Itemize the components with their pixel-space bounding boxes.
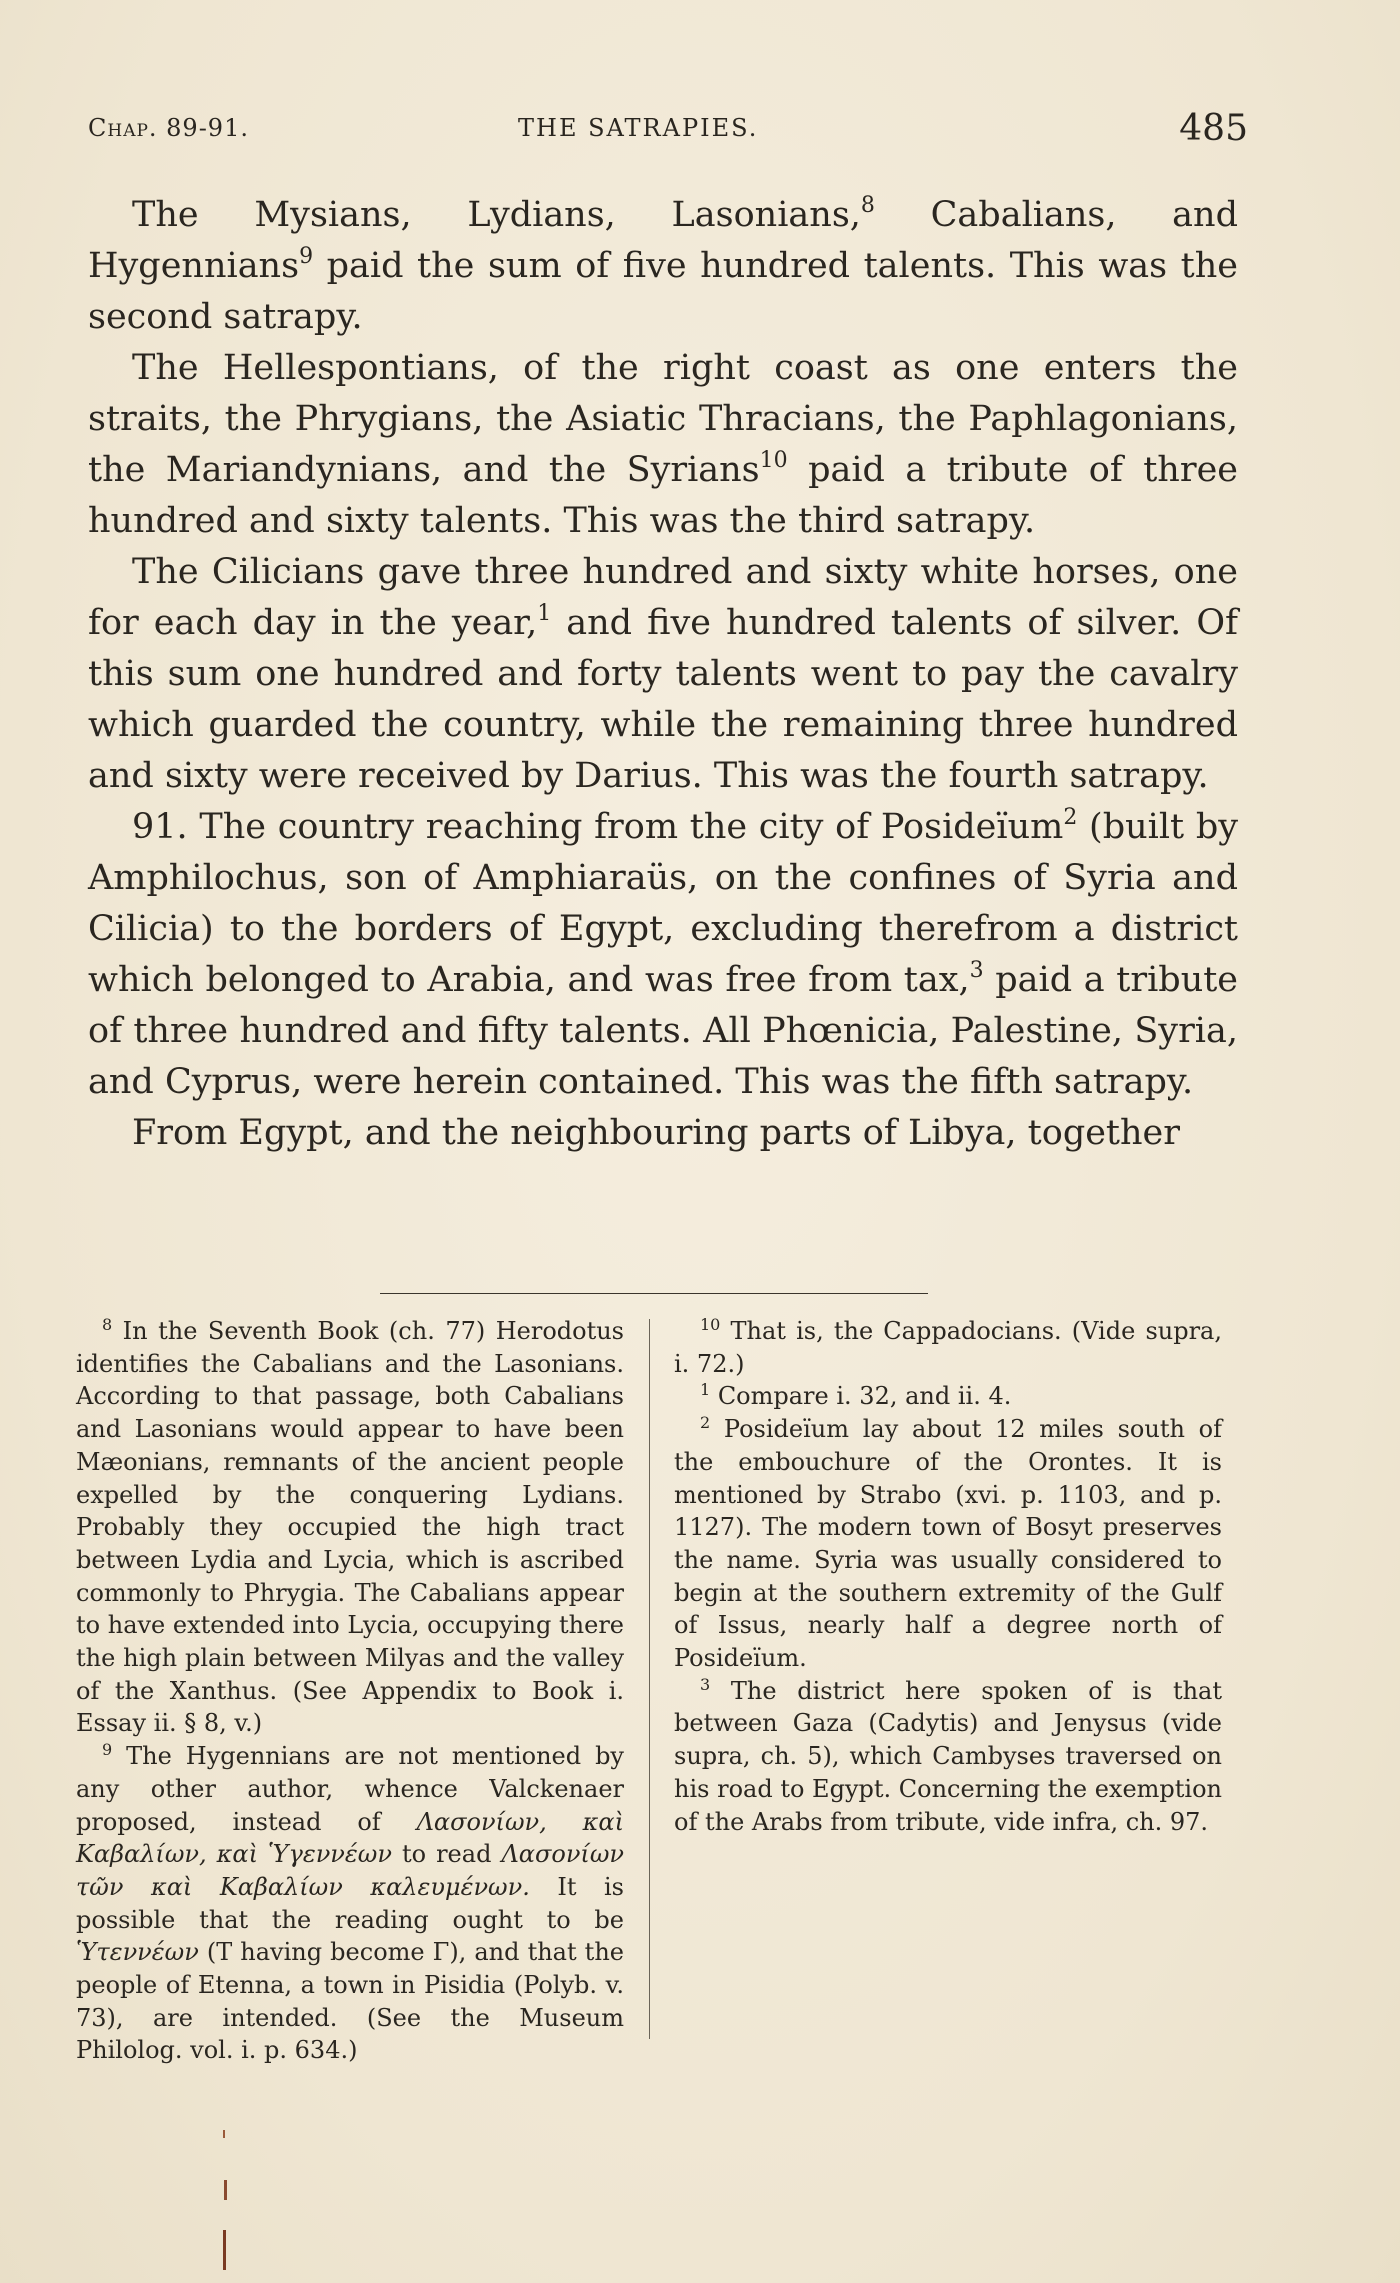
footnote-mark: 3 [700, 1674, 711, 1694]
chapter-range: Chap. 89-91. [88, 114, 249, 142]
footnote-mark: 2 [700, 1413, 711, 1433]
running-header [88, 108, 1248, 148]
footnote-text: The district here spoken of is that between Gaza (Cadytis) and Jenysus (vide supra, ch. 5), which Cambyses traversed on his road to Egypt. Concerning the exemption of the Arabs from tribute, vide infra, ch. 97. [674, 1676, 1222, 1836]
footnote-9 [76, 1740, 624, 2067]
text-run: paid a tribute of three hundred and fifty talents. All Phœnicia, Palestine, Syria, and Cyprus, were herein contained. This was the fifth satrapy. [88, 960, 1239, 1102]
footnote-text: That is, the Cappadocians. (Vide supra, i. 72.) [674, 1317, 1222, 1378]
text-run: and five hundred talents of silver. Of this sum one hundred and forty talents went to pay the cavalry which guarded the country, while the remaining three hundred and sixty were received by Darius. This was the fourth satrapy. [88, 603, 1239, 796]
footnote-ref-10: 10 [759, 448, 788, 473]
footnote-text: to read [391, 1840, 502, 1869]
text-run: The Mysians, Lydians, Lasonians, [132, 195, 861, 235]
column-divider [649, 1319, 650, 2039]
footnote-10 [674, 1315, 1222, 1380]
paragraph-second-satrapy [88, 190, 1238, 343]
greek-text: Λασονίων τῶν καὶ Καβαλίων καλευμένων. [76, 1840, 624, 1901]
running-title: THE SATRAPIES. [518, 114, 759, 142]
main-text [88, 190, 1238, 1159]
text-run: The Cilicians gave three hundred and sixty white horses, one for each day in the year, [88, 552, 1238, 643]
paragraph-sixth-satrapy-start: From Egypt, and the neighbouring parts of Libya, together [132, 1113, 1180, 1153]
binding-specks [218, 2120, 232, 2280]
speck [224, 2180, 227, 2200]
greek-text: Ὑτεννέων [76, 1938, 199, 1967]
footnote-ref-1: 1 [537, 601, 552, 626]
text-run: 91. The country reaching from the city of Posideïum [132, 807, 1064, 847]
text-run: paid the sum of five hundred talents. This was the second satrapy. [88, 246, 1238, 337]
footnote-text: Compare i. 32, and ii. 4. [710, 1382, 1012, 1411]
footnote-text: Posideïum lay about 12 miles south of the embouchure of the Orontes. It is mentioned by Strabo (xvi. p. 1103, and p. 1127). The modern town of Bosyt preserves the name. Syria was usually considered to begin at the southern extremity of the Gulf of Issus, nearly half a degree north of Posideïum. [674, 1415, 1222, 1673]
footnote-ref-8: 8 [860, 193, 875, 218]
speck [223, 2230, 226, 2270]
paragraph-third-satrapy [88, 343, 1238, 547]
page-number: 485 [1179, 108, 1248, 149]
paragraph-fifth-satrapy [88, 802, 1238, 1108]
text-run: The Hellespontians, of the right coast as one enters the straits, the Phrygians, the Asiatic Thracians, the Paphlagonians, the Mariandynians, and the Syrians [88, 348, 1238, 490]
footnote-ref-3: 3 [969, 958, 984, 983]
footnote-text: (T having become Γ), and that the people of Etenna, a town in Pisidia (Polyb. v. 73), are intended. (See the Museum Philolog. vol. i. p. 634.) [76, 1938, 624, 2065]
text-run: (built by Amphilochus, son of Amphiaraüs, on the confines of Syria and Cilicia) to the borders of Egypt, excluding therefrom a district which belonged to Arabia, and was free from tax, [88, 807, 1238, 1000]
footnote-3 [674, 1675, 1222, 1839]
speck [223, 2130, 225, 2138]
footnote-8 [76, 1315, 624, 1740]
footnote-column-right [674, 1315, 1222, 1838]
greek-text: Λασονίων, καὶ Καβαλίων, καὶ Ὑγεννέων [76, 1807, 624, 1869]
text-run: paid a tribute of three hundred and sixty talents. This was the third satrapy. [88, 450, 1238, 541]
footnote-ref-9: 9 [299, 244, 314, 269]
footnotes [76, 1315, 1246, 2065]
footnote-mark: 9 [102, 1740, 113, 1760]
footnote-text: It is possible that the reading ought to be [76, 1872, 624, 1934]
footnote-rule [380, 1293, 928, 1294]
paragraph-fourth-satrapy [88, 547, 1238, 802]
footnote-mark: 1 [700, 1380, 711, 1400]
footnote-mark: 8 [102, 1315, 113, 1334]
footnote-text: In the Seventh Book (ch. 77) Herodotus identifies the Cabalians and the Lasonians. According to that passage, both Cabalians and Lasonians would appear to have been Mæonians, remnants of the ancient people expelled by the conquering Lydians. Probably they occupied the high tract between Lydia and Lycia, which is ascribed commonly to Phrygia. The Cabalians appear to have extended into Lycia, occupying there the high plain between Milyas and the valley of the Xanthus. (See Appendix to Book i. Essay ii. § 8, v.) [76, 1317, 624, 1738]
footnote-text: The Hygennians are not mentioned by any other author, whence Valckenaer proposed, instead of [76, 1742, 624, 1836]
footnote-mark: 10 [700, 1315, 721, 1334]
footnote-ref-2: 2 [1063, 805, 1078, 830]
footnote-2 [674, 1413, 1222, 1675]
footnote-column-left [76, 1315, 624, 2067]
text-run: Cabalians, and Hygennians [88, 195, 1238, 286]
footnote-1 [674, 1380, 1222, 1413]
